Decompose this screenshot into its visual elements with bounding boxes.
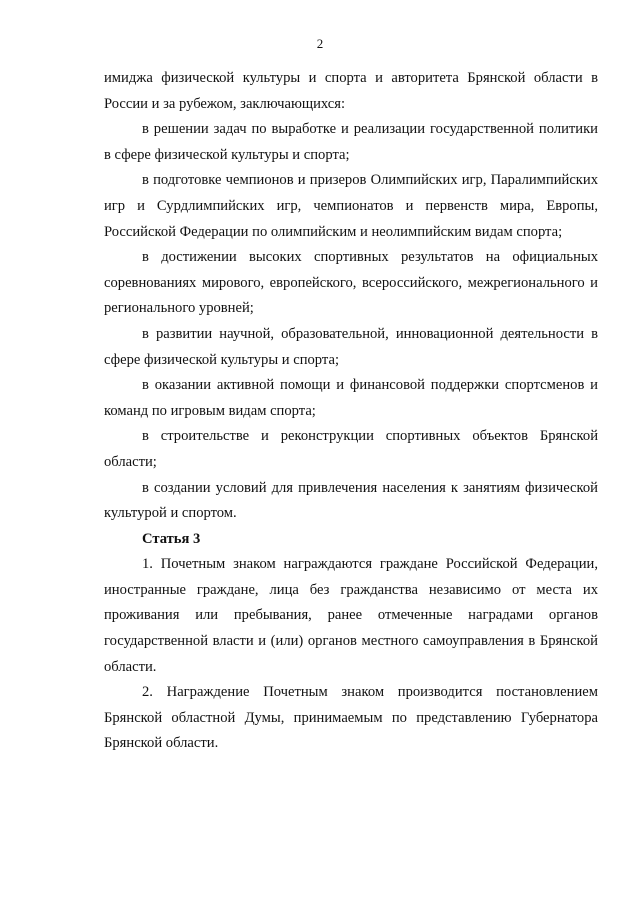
article-paragraph-1: 1. Почетным знаком награждаются граждане Российской Федерации, иностранные граждане, лица без гражданства независимо от места их проживания или пребывания, ранее отмеченные наградами органов государственной власти и (или) органов местного самоуправления в Брянской области. <box>104 556 598 675</box>
list-item-champions: в подготовке чемпионов и призеров Олимпийских игр, Паралимпийских игр и Сурдлимпийских игр, чемпионатов и первенств мира, Европы, Российской Федерации по олимпийским и неолимпийским видам спорта; <box>104 172 598 240</box>
list-item-support: в оказании активной помощи и финансовой поддержки спортсменов и команд по игровым видам спорта; <box>104 377 598 419</box>
document-body <box>104 66 598 757</box>
article-paragraph-2: 2. Награждение Почетным знаком производится постановлением Брянской областной Думы, принимаемым по представлению Губернатора Брянской области. <box>104 684 598 752</box>
paragraph-continuation: имиджа физической культуры и спорта и авторитета Брянской области в России и за рубежом, заключающихся: <box>104 70 598 112</box>
list-item-policy: в решении задач по выработке и реализации государственной политики в сфере физической культуры и спорта; <box>104 121 598 163</box>
page-number: 2 <box>316 36 324 51</box>
article-heading: Статья 3 <box>142 530 201 547</box>
list-item-construction: в строительстве и реконструкции спортивных объектов Брянской области; <box>104 428 598 470</box>
list-item-conditions: в создании условий для привлечения населения к занятиям физической культурой и спортом. <box>104 479 598 522</box>
list-item-research: в развитии научной, образовательной, инновационной деятельности в сфере физической культуры и спорта; <box>104 325 598 368</box>
list-item-results: в достижении высоких спортивных результатов на официальных соревнованиях мирового, европейского, всероссийского, межрегионального и регионального уровней; <box>104 249 598 317</box>
